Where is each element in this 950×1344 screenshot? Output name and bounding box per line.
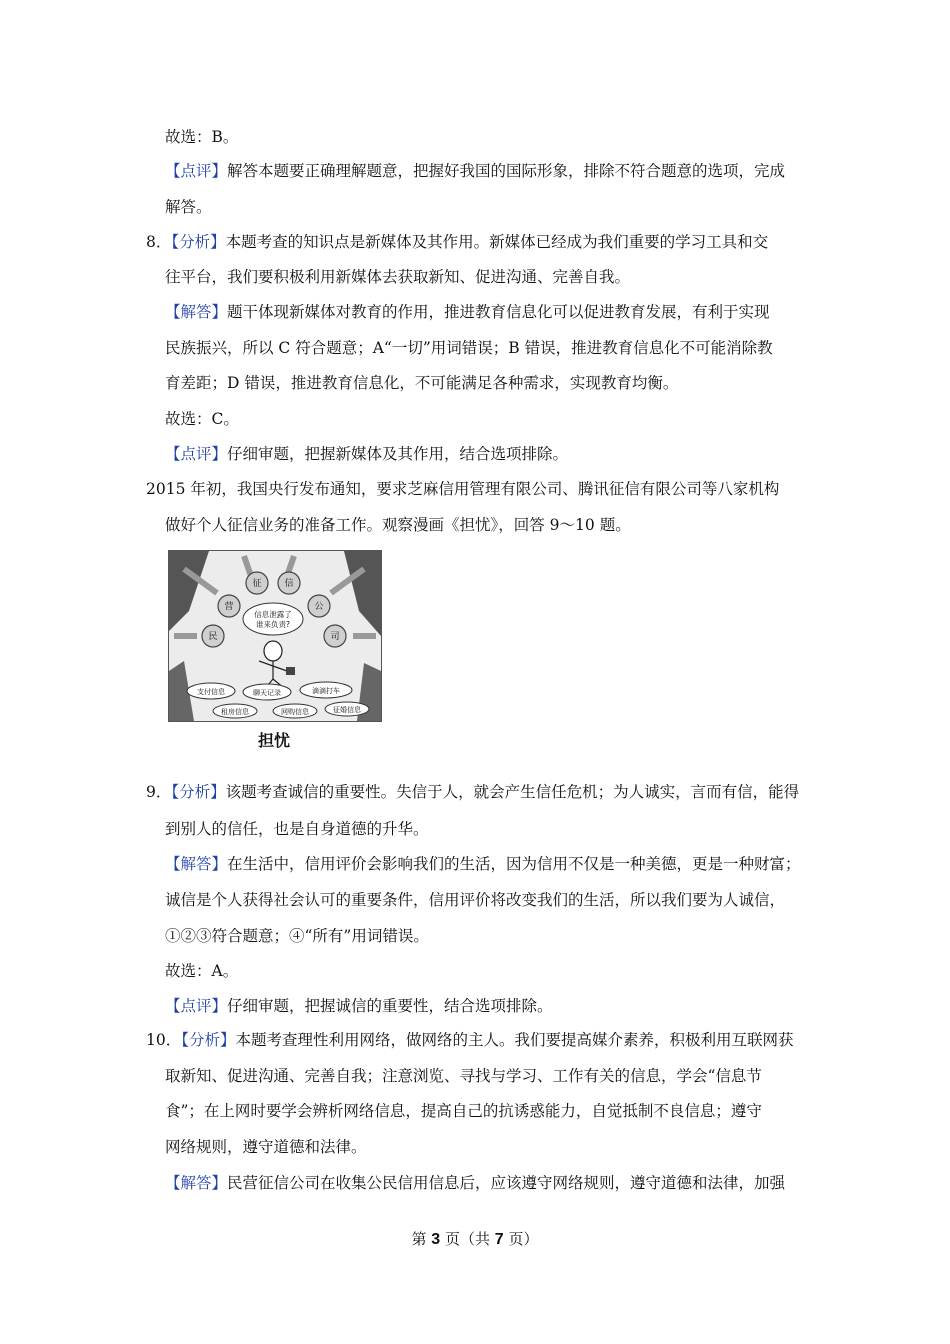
q8-choice: 故选：C。 (165, 410, 239, 428)
cartoon-key-2: 信 (284, 579, 294, 589)
cartoon-caption: 担忧 (258, 731, 291, 750)
q10-analysis-l3: 食”；在上网时要学会辨析网络信息，提高自己的抗诱惑能力，自觉抵制不良信息；遵守 (165, 1102, 762, 1120)
q7-choice: 故选：B。 (165, 128, 239, 146)
answer-tag: 【解答】 (165, 1174, 228, 1192)
q10-number: 10． (146, 1031, 182, 1049)
q8-analysis-l1: 本题考查的知识点是新媒体及其作用。新媒体已经成为我们重要的学习工具和交 (225, 233, 769, 251)
q9-answer-l2: 诚信是个人获得社会认可的重要条件，信用评价将改变我们的生活，所以我们要为人诚信， (165, 891, 786, 909)
answer-tag: 【解答】 (165, 303, 228, 321)
cartoon-cloud-4: 租房信息 (221, 708, 249, 716)
answer-tag: 【解答】 (165, 855, 228, 873)
analysis-tag: 【分析】 (171, 783, 226, 801)
q9-comment-l1: 仔细审题，把握诚信的重要性，结合选项排除。 (227, 997, 553, 1015)
q8-answer-l2: 民族振兴，所以 C 符合题意；A“一切”用词错误；B 错误，推进教育信息化不可能消除教 (165, 339, 773, 357)
footer-pre: 第 (411, 1230, 427, 1248)
q10-analysis-l1: 本题考查理性利用网络，做网络的主人。我们要提高媒介素养，积极利用互联网获 (235, 1031, 794, 1049)
q9-analysis (146, 781, 799, 803)
page-footer (0, 1228, 950, 1249)
cartoon-key-5: 民 (208, 632, 218, 642)
comment-tag: 【点评】 (165, 162, 228, 180)
q10-analysis-l4: 网络规则，遵守道德和法律。 (165, 1138, 367, 1156)
analysis-tag: 【分析】 (181, 1031, 236, 1049)
q8-analysis (146, 231, 768, 253)
q8-comment (165, 443, 568, 465)
cartoon-cloud-6: 征婚信息 (333, 706, 361, 714)
q9-answer-l1: 在生活中，信用评价会影响我们的生活，因为信用不仅是一种美德，更是一种财富； (227, 855, 801, 873)
q8-answer (165, 301, 770, 323)
cartoon-bubble-l2: 谁来负责? (256, 620, 290, 629)
page-number: 3 (431, 1231, 441, 1248)
analysis-tag: 【分析】 (171, 233, 226, 251)
q7-comment (165, 160, 785, 182)
cartoon-key-4: 司 (330, 632, 340, 642)
cartoon-key-1: 征 (252, 579, 262, 589)
q8-analysis-l2: 往平台，我们要积极利用新媒体去获取新知、促进沟通、完善自我。 (165, 268, 631, 286)
q9-number: 9． (146, 783, 172, 801)
q10-analysis-l2: 取新知、促进沟通、完善自我；注意浏览、寻找与学习、工作有关的信息，学会“信息节 (165, 1067, 762, 1085)
q9-answer (165, 853, 801, 875)
cartoon-cloud-3: 滴滴打车 (312, 687, 340, 695)
cartoon-cloud-5: 网购信息 (281, 708, 309, 716)
q7-comment-l2: 解答。 (165, 198, 212, 216)
q8-comment-l1: 仔细审题，把握新媒体及其作用，结合选项排除。 (227, 445, 569, 463)
comment-tag: 【点评】 (165, 445, 228, 463)
q9-answer-l3: ①②③符合题意；④“所有”用词错误。 (165, 927, 429, 945)
q10-answer (165, 1172, 785, 1194)
q8-number: 8． (146, 233, 172, 251)
q8-answer-l3: 育差距；D 错误，推进教育信息化，不可能满足各种需求，实现教育均衡。 (165, 374, 679, 392)
q9-comment (165, 995, 553, 1017)
page-total: 7 (494, 1231, 504, 1248)
cartoon-drawing (169, 551, 381, 721)
cartoon-cloud-1: 支付信息 (197, 688, 225, 696)
q8-answer-l1: 题干体现新媒体对教育的作用，推进教育信息化可以促进教育发展，有利于实现 (227, 303, 770, 321)
cartoon-key-6: 营 (224, 602, 234, 612)
intro-l2: 做好个人征信业务的准备工作。观察漫画《担忧》，回答 9～10 题。 (165, 516, 631, 534)
q9-choice: 故选：A。 (165, 962, 239, 980)
q9-analysis-l2: 到别人的信任，也是自身道德的升华。 (165, 820, 429, 838)
cartoon-bubble-l1: 信息泄露了 (254, 610, 292, 619)
q10-analysis (146, 1029, 794, 1051)
intro-l1: 2015 年初，我国央行发布通知，要求芝麻信用管理有限公司、腾讯征信有限公司等八家机构 (146, 480, 780, 498)
cartoon-image (168, 550, 382, 722)
cartoon-key-3: 公 (314, 602, 324, 612)
cartoon-cloud-2: 聊天记录 (253, 689, 281, 697)
q10-answer-l1: 民营征信公司在收集公民信用信息后，应该遵守网络规则，遵守道德和法律，加强 (227, 1174, 786, 1192)
footer-post: 页） (508, 1230, 539, 1248)
footer-mid: 页（共 (444, 1230, 490, 1248)
comment-tag: 【点评】 (165, 997, 228, 1015)
q7-comment-l1: 解答本题要正确理解题意，把握好我国的国际形象，排除不符合题意的选项，完成 (227, 162, 786, 180)
q9-analysis-l1: 该题考查诚信的重要性。失信于人，就会产生信任危机；为人诚实，言而有信，能得 (225, 783, 800, 801)
